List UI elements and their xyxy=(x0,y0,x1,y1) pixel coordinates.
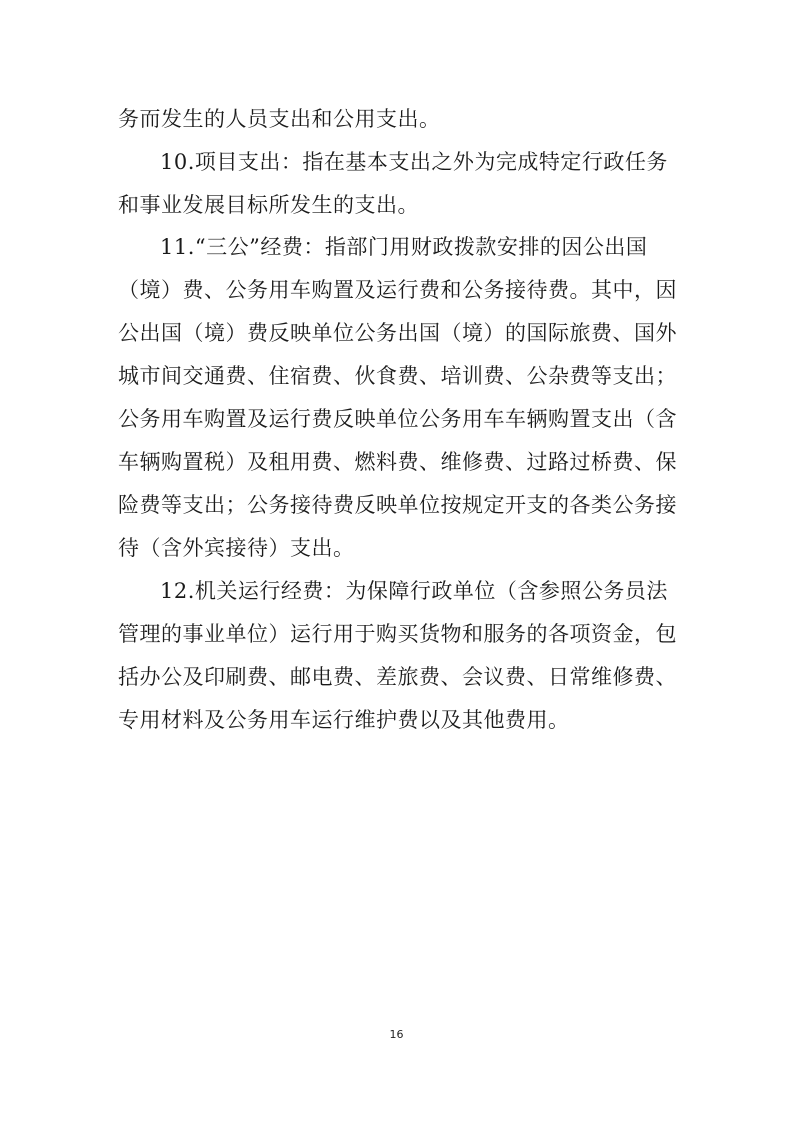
text-line-10: 险费等支出；公务接待费反映单位按规定开支的各类公务接 xyxy=(118,493,677,517)
text-line-7: 城市间交通费、住宿费、伙食费、培训费、公杂费等支出； xyxy=(118,364,677,388)
text-line-6: 公出国（境）费反映单位公务出国（境）的国际旅费、国外 xyxy=(118,321,677,345)
text-line-15: 专用材料及公务用车运行维护费以及其他费用。 xyxy=(118,708,570,732)
text-line-12: 12.机关运行经费：为保障行政单位（含参照公务员法 xyxy=(160,579,668,603)
text-line-14: 括办公及印刷费、邮电费、差旅费、会议费、日常维修费、 xyxy=(118,665,677,689)
text-line-1: 务而发生的人员支出和公用支出。 xyxy=(118,107,441,131)
text-line-11: 待（含外宾接待）支出。 xyxy=(118,536,355,560)
text-line-5: （境）费、公务用车购置及运行费和公务接待费。其中，因 xyxy=(118,278,677,302)
text-line-3: 和事业发展目标所发生的支出。 xyxy=(118,193,419,217)
text-line-4: 11.“三公”经费：指部门用财政拨款安排的因公出国 xyxy=(160,235,648,259)
text-line-9: 车辆购置税）及租用费、燃料费、维修费、过路过桥费、保 xyxy=(118,450,677,474)
text-line-8: 公务用车购置及运行费反映单位公务用车车辆购置支出（含 xyxy=(118,407,677,431)
text-line-2: 10.项目支出：指在基本支出之外为完成特定行政任务 xyxy=(160,150,668,174)
page-number: 16 xyxy=(389,1028,404,1041)
text-line-13: 管理的事业单位）运行用于购买货物和服务的各项资金，包 xyxy=(118,622,677,646)
